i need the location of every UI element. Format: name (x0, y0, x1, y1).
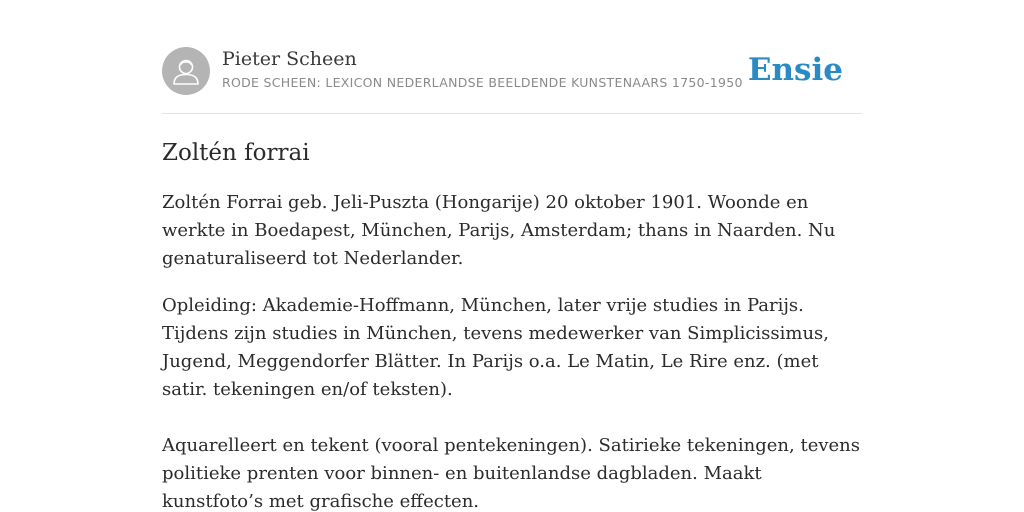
user-silhouette-icon (162, 47, 210, 95)
avatar[interactable] (162, 47, 210, 95)
article-paragraph: Opleiding: Akademie-Hoffmann, München, later vrije studies in Parijs. Tijdens zijn studies in München, tevens medewerker van Simplicissimus, Jugend, Meggendorfer Blätter. In Parijs o.a. Le Matin, Le Rire enz. (met satir. tekeningen en/of teksten). (162, 295, 830, 400)
article-title: Zoltén forrai (162, 140, 310, 166)
article-paragraph: Aquarelleert en tekent (vooral pentekeningen). Satirieke tekeningen, tevens politieke prenten voor binnen- en buitenlandse dagbladen. Maakt kunstfoto’s met grafische effecten. (162, 435, 860, 512)
article-paragraph: Zoltén Forrai geb. Jeli-Puszta (Hongarije) 20 oktober 1901. Woonde en werkte in Boedapest, München, Parijs, Amsterdam; thans in Naarden. Nu genaturaliseerd tot Nederlander. (162, 192, 836, 269)
ensie-logo[interactable]: Ensie (747, 52, 843, 88)
author-name[interactable]: Pieter Scheen (222, 48, 357, 70)
header-divider (162, 113, 862, 114)
source-publication[interactable]: RODE SCHEEN: LEXICON NEDERLANDSE BEELDENDE KUNSTENAARS 1750-1950 (222, 75, 743, 90)
article-header (162, 47, 862, 95)
